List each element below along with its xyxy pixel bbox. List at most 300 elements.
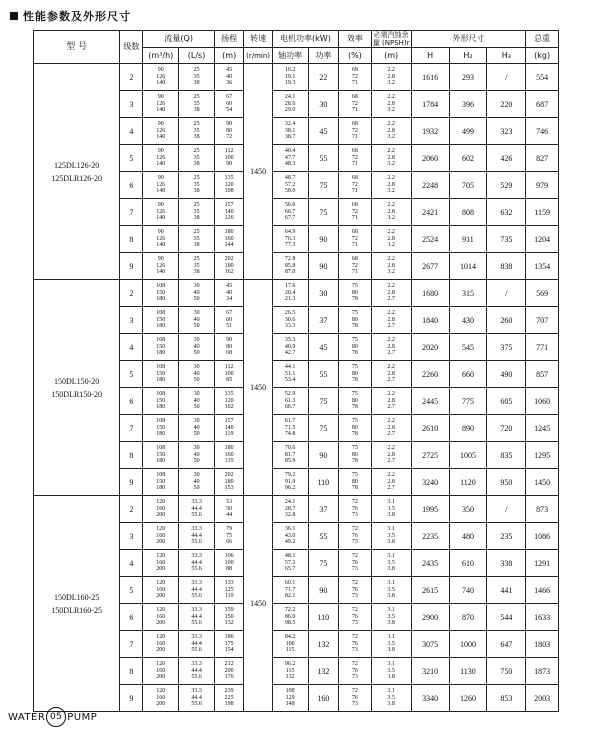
dim-h-cell: 2060: [411, 145, 449, 172]
flow-m3h-cell: 90 126 140: [143, 199, 179, 226]
dim-h3-cell: 220: [487, 91, 526, 118]
flow-m3h-cell: 90 126 140: [143, 226, 179, 253]
power-cell: 90: [308, 442, 339, 469]
stage-cell: 8: [120, 226, 143, 253]
npsh-cell: 2.2 2.8 3.2: [371, 145, 411, 172]
dim-h-cell: 2725: [411, 442, 449, 469]
flow-ls-cell: 25 35 38: [179, 172, 215, 199]
dim-h-cell: 3075: [411, 631, 449, 658]
shaft-power-cell: 36.1 43.0 49.2: [272, 523, 308, 550]
head-cell: 186 175 154: [214, 631, 243, 658]
flow-m3h-cell: 120 160 200: [143, 658, 179, 685]
dim-h2-cell: 602: [449, 145, 487, 172]
efficiency-cell: 68 72 71: [339, 253, 372, 280]
efficiency-cell: 75 80 78: [339, 307, 372, 334]
flow-m3h-cell: 120 160 200: [143, 577, 179, 604]
npsh-cell: 2.2 2.8 3.2: [371, 91, 411, 118]
power-cell: 30: [308, 91, 339, 118]
efficiency-cell: 68 72 71: [339, 118, 372, 145]
header-row-1: [34, 31, 559, 48]
npsh-cell: 2.2 2.8 2.7: [371, 334, 411, 361]
shaft-power-cell: 35.3 40.9 42.7: [272, 334, 308, 361]
weight-cell: 746: [526, 118, 559, 145]
shaft-power-cell: 17.6 20.4 21.3: [272, 280, 308, 307]
dim-h-cell: 2615: [411, 577, 449, 604]
dim-h-cell: 2435: [411, 550, 449, 577]
efficiency-cell: 75 80 78: [339, 442, 372, 469]
npsh-cell: 3.1 3.5 3.8: [371, 550, 411, 577]
efficiency-cell: 68 72 71: [339, 145, 372, 172]
head-cell: 112 100 90: [214, 145, 243, 172]
weight-cell: 1803: [526, 631, 559, 658]
head-cell: 180 160 135: [214, 442, 243, 469]
weight-cell: 827: [526, 145, 559, 172]
dim-h-cell: 3240: [411, 469, 449, 496]
header-flow: 流量(Q): [143, 31, 215, 48]
model-name-alt: 125DLR126-20: [51, 173, 102, 183]
head-cell: 159 150 132: [214, 604, 243, 631]
model-cell: [34, 280, 120, 496]
speed-cell: 1450: [244, 496, 272, 712]
dim-h2-cell: 1260: [449, 685, 487, 712]
footer-right-text: PUMP: [67, 711, 98, 723]
power-cell: 75: [308, 550, 339, 577]
dim-h3-cell: 544: [487, 604, 526, 631]
header-efficiency-unit: (%): [339, 48, 372, 64]
efficiency-cell: 72 76 73: [339, 631, 372, 658]
npsh-cell: 2.2 2.8 2.7: [371, 415, 411, 442]
npsh-cell: 2.2 2.8 2.7: [371, 361, 411, 388]
header-head: 扬程: [214, 31, 243, 48]
npsh-cell: 3.1 3.5 3.8: [371, 685, 411, 712]
head-cell: 67 60 51: [214, 307, 243, 334]
dim-h2-cell: 775: [449, 388, 487, 415]
dim-h-cell: 1840: [411, 307, 449, 334]
npsh-cell: 3.1 3.5 3.8: [371, 577, 411, 604]
model-name-alt: 150DLR160-25: [51, 605, 102, 615]
dim-h3-cell: 605: [487, 388, 526, 415]
stage-cell: 8: [120, 442, 143, 469]
weight-cell: 1873: [526, 658, 559, 685]
dim-h-cell: 1680: [411, 280, 449, 307]
stage-cell: 5: [120, 361, 143, 388]
header-dim-h3: H₃: [487, 48, 526, 64]
dim-h3-cell: 375: [487, 334, 526, 361]
dim-h2-cell: 545: [449, 334, 487, 361]
shaft-power-cell: 64.9 76.3 77.3: [272, 226, 308, 253]
head-cell: 133 125 110: [214, 577, 243, 604]
flow-ls-cell: 33.3 44.4 55.6: [179, 658, 215, 685]
dim-h3-cell: /: [487, 496, 526, 523]
flow-ls-cell: 30 40 50: [179, 334, 215, 361]
head-cell: 157 140 126: [214, 199, 243, 226]
power-cell: 37: [308, 496, 339, 523]
dim-h3-cell: 838: [487, 253, 526, 280]
dim-h2-cell: 610: [449, 550, 487, 577]
head-cell: 90 80 72: [214, 118, 243, 145]
footer-brand: [8, 707, 97, 727]
dim-h2-cell: 1014: [449, 253, 487, 280]
efficiency-cell: 75 80 78: [339, 280, 372, 307]
header-stages: 级数: [120, 31, 143, 64]
flow-m3h-cell: 108 150 180: [143, 388, 179, 415]
header-flow-ls: (L/s): [179, 48, 215, 64]
efficiency-cell: 68 72 71: [339, 64, 372, 91]
flow-ls-cell: 30 40 50: [179, 388, 215, 415]
npsh-cell: 2.2 2.8 2.7: [371, 307, 411, 334]
shaft-power-cell: 56.6 66.7 67.7: [272, 199, 308, 226]
head-cell: 53 50 44: [214, 496, 243, 523]
weight-cell: 1159: [526, 199, 559, 226]
shaft-power-cell: 24.1 28.6 29.0: [272, 91, 308, 118]
stage-cell: 4: [120, 118, 143, 145]
dim-h3-cell: 750: [487, 658, 526, 685]
weight-cell: 1466: [526, 577, 559, 604]
flow-ls-cell: 33.3 44.4 55.6: [179, 631, 215, 658]
power-cell: 55: [308, 361, 339, 388]
dim-h2-cell: 1130: [449, 658, 487, 685]
dim-h2-cell: 480: [449, 523, 487, 550]
header-weight: 总重: [526, 31, 559, 48]
efficiency-cell: 72 76 73: [339, 523, 372, 550]
header-dim-h: H: [411, 48, 449, 64]
flow-m3h-cell: 120 160 200: [143, 523, 179, 550]
shaft-power-cell: 44.1 51.1 53.4: [272, 361, 308, 388]
weight-cell: 1291: [526, 550, 559, 577]
head-cell: 79 75 66: [214, 523, 243, 550]
weight-cell: 873: [526, 496, 559, 523]
efficiency-cell: 68 72 71: [339, 199, 372, 226]
flow-ls-cell: 25 35 38: [179, 253, 215, 280]
dim-h3-cell: /: [487, 64, 526, 91]
npsh-cell: 3.1 3.5 3.8: [371, 496, 411, 523]
power-cell: 110: [308, 469, 339, 496]
shaft-power-cell: 72.8 85.8 87.0: [272, 253, 308, 280]
power-cell: 110: [308, 604, 339, 631]
shaft-power-cell: 96.2 115 132: [272, 658, 308, 685]
stage-cell: 2: [120, 64, 143, 91]
stage-cell: 4: [120, 550, 143, 577]
power-cell: 22: [308, 64, 339, 91]
dim-h-cell: 1932: [411, 118, 449, 145]
page-title: 性能参数及外形尺寸: [23, 10, 131, 23]
dim-h2-cell: 1005: [449, 442, 487, 469]
table-row: [34, 280, 559, 307]
efficiency-cell: 72 76 73: [339, 604, 372, 631]
dim-h3-cell: 647: [487, 631, 526, 658]
efficiency-cell: 68 72 71: [339, 226, 372, 253]
efficiency-cell: 68 72 71: [339, 91, 372, 118]
shaft-power-cell: 32.4 38.1 38.7: [272, 118, 308, 145]
dim-h2-cell: 430: [449, 307, 487, 334]
dim-h-cell: 2260: [411, 361, 449, 388]
weight-cell: 771: [526, 334, 559, 361]
dim-h3-cell: 235: [487, 523, 526, 550]
dim-h3-cell: 835: [487, 442, 526, 469]
flow-m3h-cell: 120 160 200: [143, 496, 179, 523]
dim-h2-cell: 293: [449, 64, 487, 91]
npsh-cell: 2.2 2.8 3.2: [371, 199, 411, 226]
stage-cell: 3: [120, 307, 143, 334]
flow-ls-cell: 33.3 44.4 55.6: [179, 685, 215, 712]
shaft-power-cell: 26.5 30.6 33.3: [272, 307, 308, 334]
weight-cell: 857: [526, 361, 559, 388]
stage-cell: 9: [120, 253, 143, 280]
stage-cell: 2: [120, 496, 143, 523]
dim-h3-cell: 323: [487, 118, 526, 145]
dim-h2-cell: 350: [449, 496, 487, 523]
power-cell: 75: [308, 388, 339, 415]
dim-h-cell: 1616: [411, 64, 449, 91]
head-cell: 135 120 108: [214, 172, 243, 199]
power-cell: 90: [308, 226, 339, 253]
dim-h-cell: 2248: [411, 172, 449, 199]
flow-ls-cell: 25 35 38: [179, 64, 215, 91]
header-npsh: 必需汽蚀余量 (NPSH)r: [372, 31, 410, 47]
weight-cell: 979: [526, 172, 559, 199]
flow-m3h-cell: 108 150 180: [143, 280, 179, 307]
dim-h3-cell: /: [487, 280, 526, 307]
flow-m3h-cell: 108 150 180: [143, 442, 179, 469]
shaft-power-cell: 108 129 148: [272, 685, 308, 712]
flow-ls-cell: 25 35 38: [179, 145, 215, 172]
flow-m3h-cell: 108 150 180: [143, 469, 179, 496]
flow-ls-cell: 33.3 44.4 55.6: [179, 577, 215, 604]
efficiency-cell: 75 80 78: [339, 361, 372, 388]
weight-cell: 554: [526, 64, 559, 91]
dim-h-cell: 2445: [411, 388, 449, 415]
weight-cell: 1354: [526, 253, 559, 280]
shaft-power-cell: 72.2 86.0 98.5: [272, 604, 308, 631]
npsh-cell: 2.2 2.8 3.2: [371, 64, 411, 91]
weight-cell: 1245: [526, 415, 559, 442]
flow-m3h-cell: 90 126 140: [143, 91, 179, 118]
shaft-power-cell: 52.9 61.3 66.7: [272, 388, 308, 415]
flow-ls-cell: 25 35 38: [179, 118, 215, 145]
flow-m3h-cell: 90 126 140: [143, 64, 179, 91]
section-header: [10, 8, 131, 24]
dim-h3-cell: 426: [487, 145, 526, 172]
efficiency-cell: 72 76 73: [339, 577, 372, 604]
header-shaft-power: 轴功率: [272, 48, 308, 64]
head-cell: 135 120 102: [214, 388, 243, 415]
power-cell: 132: [308, 658, 339, 685]
header-head-unit: (m): [214, 48, 243, 64]
power-cell: 90: [308, 253, 339, 280]
dim-h2-cell: 1120: [449, 469, 487, 496]
power-cell: 45: [308, 334, 339, 361]
dim-h3-cell: 735: [487, 226, 526, 253]
npsh-cell: 2.2 2.8 2.7: [371, 280, 411, 307]
dim-h3-cell: 490: [487, 361, 526, 388]
npsh-cell: 2.2 2.8 3.2: [371, 172, 411, 199]
flow-m3h-cell: 90 126 140: [143, 253, 179, 280]
speed-cell: 1450: [244, 64, 272, 280]
npsh-cell: 2.2 2.8 3.2: [371, 253, 411, 280]
shaft-power-cell: 79.2 91.9 96.2: [272, 469, 308, 496]
head-cell: 90 80 68: [214, 334, 243, 361]
footer-left-text: WATER: [8, 711, 46, 723]
power-cell: 90: [308, 577, 339, 604]
efficiency-cell: 75 80 78: [339, 334, 372, 361]
npsh-cell: 3.1 3.5 3.8: [371, 523, 411, 550]
dim-h2-cell: 740: [449, 577, 487, 604]
dim-h2-cell: 705: [449, 172, 487, 199]
model-name: 125DL126-20: [53, 160, 100, 170]
flow-m3h-cell: 120 160 200: [143, 685, 179, 712]
model-name-alt: 150DLR150-20: [51, 389, 102, 399]
dim-h3-cell: 853: [487, 685, 526, 712]
power-cell: 37: [308, 307, 339, 334]
dim-h-cell: 2900: [411, 604, 449, 631]
npsh-cell: 2.2 2.8 2.7: [371, 469, 411, 496]
head-cell: 180 160 144: [214, 226, 243, 253]
dim-h3-cell: 950: [487, 469, 526, 496]
flow-ls-cell: 33.3 44.4 55.6: [179, 523, 215, 550]
head-cell: 45 40 36: [214, 64, 243, 91]
flow-m3h-cell: 108 150 180: [143, 307, 179, 334]
shaft-power-cell: 24.1 28.7 32.8: [272, 496, 308, 523]
stage-cell: 3: [120, 91, 143, 118]
shaft-power-cell: 60.1 71.7 82.1: [272, 577, 308, 604]
npsh-cell: 2.2 2.8 2.7: [371, 442, 411, 469]
dim-h2-cell: 808: [449, 199, 487, 226]
header-power: 功率: [308, 48, 339, 64]
stage-cell: 9: [120, 469, 143, 496]
flow-m3h-cell: 120 160 200: [143, 550, 179, 577]
table-row: [34, 496, 559, 523]
header-motor-power: 电机功率(kW): [272, 31, 338, 48]
header-speed: 转速: [244, 31, 272, 48]
dim-h-cell: 2020: [411, 334, 449, 361]
table-row: [34, 64, 559, 91]
flow-m3h-cell: 120 160 200: [143, 604, 179, 631]
flow-ls-cell: 33.3 44.4 55.6: [179, 496, 215, 523]
shaft-power-cell: 40.4 47.7 48.3: [272, 145, 308, 172]
flow-ls-cell: 30 40 50: [179, 307, 215, 334]
dim-h3-cell: 720: [487, 415, 526, 442]
stage-cell: 7: [120, 199, 143, 226]
power-cell: 55: [308, 145, 339, 172]
header-dims: 外形尺寸: [411, 31, 526, 48]
dim-h3-cell: 529: [487, 172, 526, 199]
dim-h2-cell: 911: [449, 226, 487, 253]
power-cell: 75: [308, 172, 339, 199]
dim-h-cell: 2421: [411, 199, 449, 226]
dim-h-cell: 3210: [411, 658, 449, 685]
stage-cell: 2: [120, 280, 143, 307]
flow-m3h-cell: 108 150 180: [143, 334, 179, 361]
weight-cell: 687: [526, 91, 559, 118]
header-weight-unit: (kg): [526, 48, 559, 64]
dim-h3-cell: 632: [487, 199, 526, 226]
head-cell: 112 100 85: [214, 361, 243, 388]
dim-h2-cell: 870: [449, 604, 487, 631]
shaft-power-cell: 48.7 57.2 58.0: [272, 172, 308, 199]
header-dim-h2: H₂: [449, 48, 487, 64]
power-cell: 45: [308, 118, 339, 145]
flow-m3h-cell: 90 126 140: [143, 172, 179, 199]
head-cell: 106 100 88: [214, 550, 243, 577]
dim-h-cell: 1784: [411, 91, 449, 118]
flow-ls-cell: 30 40 50: [179, 361, 215, 388]
flow-m3h-cell: 90 126 140: [143, 145, 179, 172]
npsh-cell: 2.2 2.8 2.7: [371, 388, 411, 415]
page-number-circle: 05: [46, 707, 66, 727]
power-cell: 160: [308, 685, 339, 712]
flow-ls-cell: 33.3 44.4 55.6: [179, 550, 215, 577]
model-cell: [34, 64, 120, 280]
flow-ls-cell: 25 35 38: [179, 226, 215, 253]
weight-cell: 1295: [526, 442, 559, 469]
model-name: 150DL150-20: [53, 376, 100, 386]
flow-ls-cell: 25 35 38: [179, 199, 215, 226]
spec-table: [33, 30, 559, 712]
head-cell: 212 200 176: [214, 658, 243, 685]
dim-h-cell: 1995: [411, 496, 449, 523]
weight-cell: 707: [526, 307, 559, 334]
npsh-cell: 2.2 2.8 3.2: [371, 226, 411, 253]
dim-h2-cell: 315: [449, 280, 487, 307]
weight-cell: 569: [526, 280, 559, 307]
stage-cell: 3: [120, 523, 143, 550]
head-cell: 202 180 153: [214, 469, 243, 496]
weight-cell: 1450: [526, 469, 559, 496]
dim-h-cell: 2677: [411, 253, 449, 280]
shaft-power-cell: 48.1 57.3 65.7: [272, 550, 308, 577]
stage-cell: 6: [120, 604, 143, 631]
flow-ls-cell: 30 40 50: [179, 469, 215, 496]
power-cell: 75: [308, 415, 339, 442]
stage-cell: 5: [120, 145, 143, 172]
stage-cell: 5: [120, 577, 143, 604]
efficiency-cell: 72 76 73: [339, 658, 372, 685]
flow-ls-cell: 30 40 50: [179, 415, 215, 442]
stage-cell: 4: [120, 334, 143, 361]
efficiency-cell: 75 80 78: [339, 415, 372, 442]
weight-cell: 1633: [526, 604, 559, 631]
head-cell: 157 140 119: [214, 415, 243, 442]
flow-m3h-cell: 108 150 180: [143, 415, 179, 442]
efficiency-cell: 75 80 78: [339, 388, 372, 415]
header-model: 型 号: [34, 31, 120, 64]
efficiency-cell: 72 76 73: [339, 685, 372, 712]
dim-h2-cell: 1000: [449, 631, 487, 658]
flow-m3h-cell: 120 160 200: [143, 631, 179, 658]
flow-m3h-cell: 90 126 140: [143, 118, 179, 145]
dim-h-cell: 2610: [411, 415, 449, 442]
flow-ls-cell: 33.3 44.4 55.6: [179, 604, 215, 631]
dim-h2-cell: 890: [449, 415, 487, 442]
dim-h-cell: 3340: [411, 685, 449, 712]
dim-h2-cell: 396: [449, 91, 487, 118]
dim-h3-cell: 338: [487, 550, 526, 577]
speed-cell: 1450: [244, 280, 272, 496]
dim-h-cell: 2235: [411, 523, 449, 550]
flow-ls-cell: 30 40 50: [179, 442, 215, 469]
stage-cell: 9: [120, 685, 143, 712]
head-cell: 239 225 198: [214, 685, 243, 712]
head-cell: 45 40 34: [214, 280, 243, 307]
header-flow-m3h: (m³/h): [143, 48, 179, 64]
weight-cell: 1086: [526, 523, 559, 550]
efficiency-cell: 75 80 78: [339, 469, 372, 496]
model-cell: [34, 496, 120, 712]
efficiency-cell: 72 76 73: [339, 496, 372, 523]
model-name: 150DL160-25: [53, 592, 100, 602]
square-bullet-icon: [10, 12, 18, 20]
weight-cell: 1060: [526, 388, 559, 415]
